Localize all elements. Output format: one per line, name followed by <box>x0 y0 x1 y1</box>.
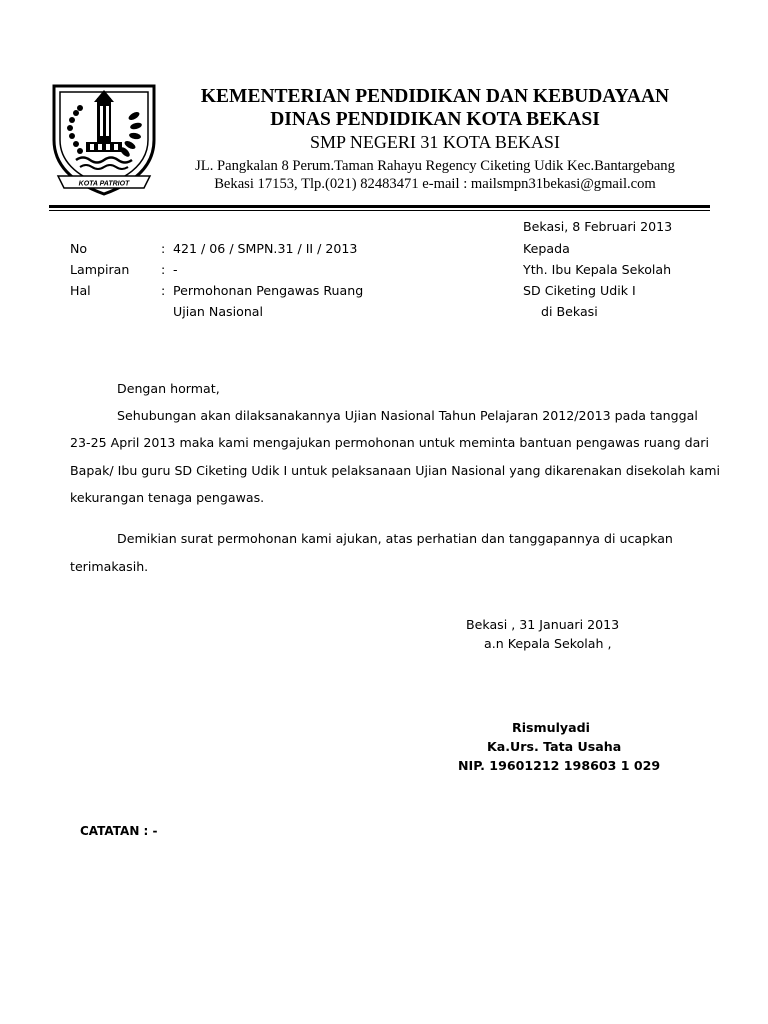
signatory-name: Rismulyadi <box>512 720 590 735</box>
school-title: SMP NEGERI 31 KOTA BEKASI <box>310 132 560 152</box>
catatan-note: CATATAN : - <box>80 824 158 838</box>
lampiran-label: Lampiran <box>70 262 130 277</box>
recipient-kepada: Kepada <box>523 241 570 256</box>
closing-on-behalf: a.n Kepala Sekolah , <box>484 636 612 651</box>
salutation: Dengan hormat, <box>117 381 220 396</box>
signatory-nip: NIP. 19601212 198603 1 029 <box>458 758 661 773</box>
body-paragraph-1-line-3: Bapak/ Ibu guru SD Ciketing Udik I untuk pelaksanaan Ujian Nasional yang dikarenakan disekolah kami <box>70 463 720 478</box>
body-paragraph-2-line-1: Demikian surat permohonan kami ajukan, atas perhatian dan tanggapannya di ucapkan <box>117 531 673 546</box>
ministry-title: KEMENTERIAN PENDIDIKAN DAN KEBUDAYAAN <box>200 86 670 107</box>
hal-value-line-2: Ujian Nasional <box>173 304 264 319</box>
recipient-place: di Bekasi <box>541 304 598 319</box>
signatory-position: Ka.Urs. Tata Usaha <box>487 739 622 754</box>
department-title: DINAS PENDIDIKAN KOTA BEKASI <box>270 109 600 130</box>
letterhead-divider-thick <box>49 205 710 208</box>
lampiran-value: - <box>173 262 178 277</box>
letterhead-divider-thin <box>49 210 710 211</box>
address-line-1: JL. Pangkalan 8 Perum.Taman Rahayu Regency Ciketing Udik Kec.Bantargebang <box>195 158 675 174</box>
address-line-2: Bekasi 17153, Tlp.(021) 82483471 e-mail : mailsmpn31bekasi@gmail.com <box>214 176 656 192</box>
no-label: No <box>70 241 88 256</box>
closing-date: Bekasi , 31 Januari 2013 <box>466 617 620 632</box>
no-value: 421 / 06 / SMPN.31 / II / 2013 <box>173 241 358 256</box>
hal-colon: : <box>161 283 166 298</box>
letter-date: Bekasi, 8 Februari 2013 <box>523 219 673 234</box>
logo-ribbon-text: KOTA PATRIOT <box>78 180 130 188</box>
lampiran-colon: : <box>161 262 166 277</box>
hal-label: Hal <box>70 283 91 298</box>
body-paragraph-2-line-2: terimakasih. <box>70 559 149 574</box>
body-paragraph-1-line-4: kekurangan tenaga pengawas. <box>70 490 265 505</box>
hal-value-line-1: Permohonan Pengawas Ruang <box>173 283 364 298</box>
recipient-title: Yth. Ibu Kepala Sekolah <box>523 262 672 277</box>
body-paragraph-1-line-2: 23-25 April 2013 maka kami mengajukan permohonan untuk meminta bantuan pengawas ruang dari <box>70 435 709 450</box>
no-colon: : <box>161 241 166 256</box>
body-paragraph-1-line-1: Sehubungan akan dilaksanakannya Ujian Nasional Tahun Pelajaran 2012/2013 pada tanggal <box>117 408 698 423</box>
recipient-school: SD Ciketing Udik I <box>523 283 636 298</box>
city-emblem-logo <box>50 80 158 198</box>
